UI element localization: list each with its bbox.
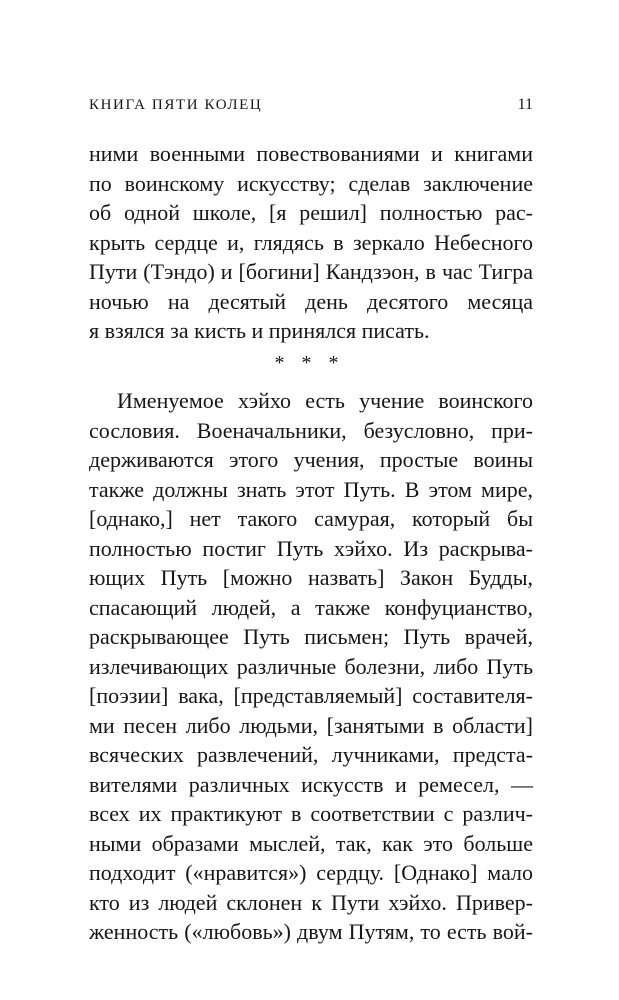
text-line: всех их практикуют в соответствии с различ- — [89, 801, 533, 826]
text-line: ночью на десятый день десятого месяца — [89, 288, 533, 314]
text-line: по воинскому искусству; сделав заключение — [89, 170, 533, 196]
text-line: сословия. Военачальники, безусловно, при- — [89, 417, 533, 443]
text-line: полностью постиг Путь хэйхо. Из раскрыва- — [89, 535, 533, 561]
text-line: Именуемое хэйхо есть учение воинского — [117, 388, 533, 413]
text-line: женность («любовь») двум Путям, то есть вой- — [89, 919, 533, 944]
text-line: также должны знать этот Путь. В этом мире, — [89, 476, 533, 502]
text-line: ными образами мыслей, так, как это больше — [89, 830, 533, 856]
text-line: держиваются этого учения, простые воины — [89, 447, 533, 472]
text-line: крыть сердце и, глядясь в зеркало Небесного — [89, 229, 533, 255]
text-line: спасающий людей, а также конфуцианство, — [89, 594, 533, 620]
text-line: ющих Путь [можно назвать] Закон Будды, — [89, 565, 533, 590]
text-line: Пути (Тэндо) и [богини] Кандзэон, в час Тигра — [89, 259, 533, 284]
text-line: подходит («нравится») сердцу. [Однако] мало — [89, 860, 533, 885]
text-line: я взялся за кисть и принялся писать. — [89, 318, 430, 343]
text-line: [поэзии] вака, [представляемый] составителя- — [89, 683, 533, 708]
text-line: ми песен либо людьми, [занятыми в области] — [89, 712, 533, 738]
text-line: всяческих развлечений, лучниками, предста- — [89, 742, 533, 767]
running-header — [89, 93, 533, 117]
running-title: КНИГА ПЯТИ КОЛЕЦ — [89, 97, 263, 113]
text-line: [однако,] нет такого самурая, который бы — [89, 506, 533, 531]
page-number: 11 — [517, 96, 533, 113]
text-line: излечивающих различные болезни, либо Путь — [89, 653, 533, 679]
text-line: вителями различных искусств и ремесел, — — [89, 771, 533, 797]
paragraph-1 — [89, 139, 533, 346]
text-line: кто из людей склонен к Пути хэйхо. Привер- — [89, 889, 533, 915]
paragraph-2 — [89, 386, 533, 947]
text-line: раскрывающее Путь письмен; Путь врачей, — [89, 624, 533, 649]
text-line: об одной школе, [я решил] полностью рас- — [89, 200, 533, 225]
text-line: ними военными повествованиями и книгами — [89, 141, 533, 166]
section-separator: * * * — [274, 352, 345, 374]
